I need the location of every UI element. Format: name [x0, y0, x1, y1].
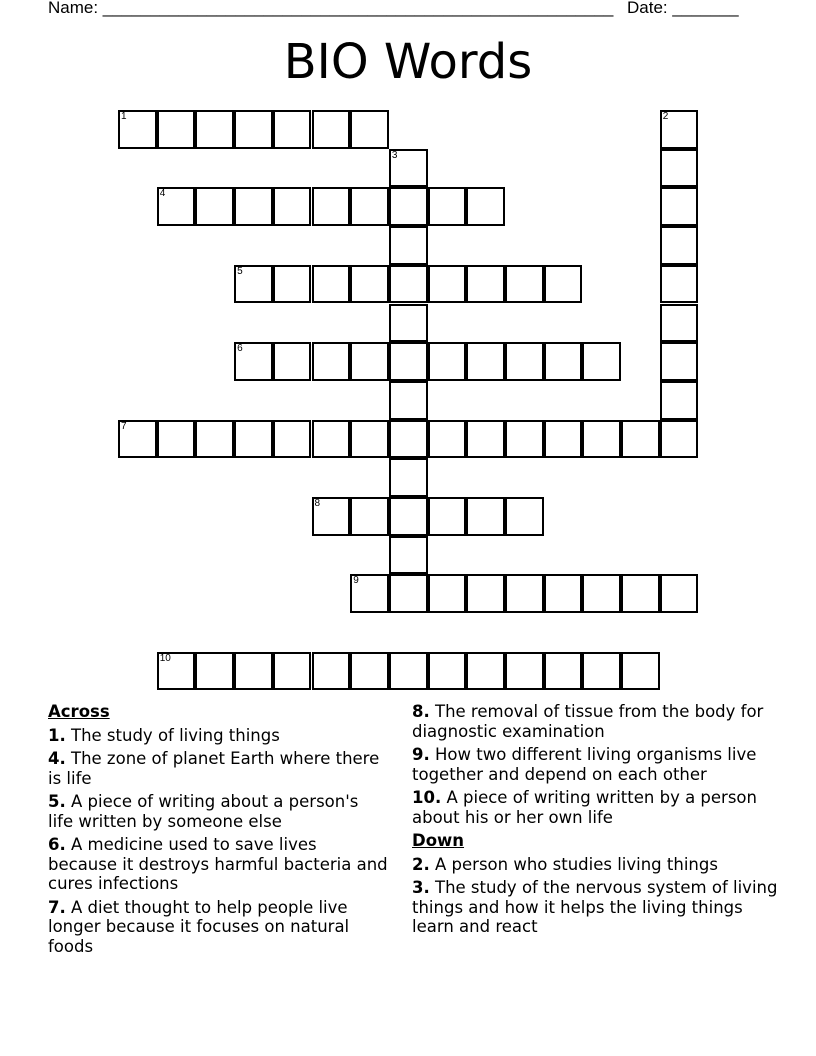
across-clue-4 — [48, 749, 388, 788]
grid-cell[interactable] — [660, 226, 699, 265]
grid-cell[interactable] — [389, 265, 428, 304]
grid-cell[interactable] — [621, 652, 660, 691]
grid-cell[interactable] — [505, 420, 544, 459]
cell-number: 8 — [314, 498, 321, 509]
grid-cell[interactable] — [621, 420, 660, 459]
clue-number: 6. — [48, 835, 66, 854]
clue-number: 3. — [412, 878, 430, 897]
cell-number: 3 — [391, 149, 398, 161]
grid-cell[interactable] — [660, 265, 699, 304]
across-clue-7 — [48, 898, 388, 957]
grid-cell[interactable] — [273, 265, 312, 304]
grid-cell[interactable] — [660, 342, 699, 381]
clue-number: 1. — [48, 725, 66, 745]
grid-cell[interactable] — [428, 574, 467, 613]
grid-cell[interactable] — [195, 652, 234, 691]
grid-cell[interactable] — [234, 420, 273, 459]
grid-cell[interactable] — [428, 342, 467, 381]
down-clue-2 — [412, 855, 782, 875]
across-clue-9 — [412, 745, 782, 784]
clue-number: 4. — [48, 749, 66, 768]
clues-right-column — [412, 702, 782, 941]
across-heading: Across — [48, 702, 110, 721]
clues-left-column — [48, 702, 388, 960]
grid-cell[interactable] — [660, 110, 699, 149]
grid-cell[interactable] — [350, 342, 389, 381]
clue-text: A medicine used to save lives because it destroys harmful bacteria and cures infections — [48, 835, 388, 893]
grid-cell[interactable] — [312, 652, 351, 691]
clue-number: 9. — [412, 745, 430, 764]
grid-cell[interactable] — [389, 149, 428, 188]
grid-cell[interactable] — [466, 652, 505, 691]
grid-cell[interactable] — [389, 381, 428, 420]
grid-cell[interactable] — [389, 342, 428, 381]
grid-cell[interactable] — [118, 420, 157, 459]
clue-text: The removal of tissue from the body for diagnostic examination — [412, 702, 764, 741]
grid-cell[interactable] — [466, 420, 505, 459]
grid-cell[interactable] — [195, 420, 234, 459]
grid-cell[interactable] — [505, 652, 544, 691]
clue-number: 7. — [48, 897, 66, 917]
grid-cell[interactable] — [428, 265, 467, 304]
grid-cell[interactable] — [389, 187, 428, 226]
clue-text: A piece of writing about a person's life written by someone else — [48, 792, 359, 831]
clue-number: 2. — [412, 854, 430, 874]
grid-cell[interactable] — [582, 652, 621, 691]
clue-text: A person who studies living things — [435, 854, 718, 874]
grid-cell[interactable] — [466, 497, 505, 536]
grid-cell[interactable] — [389, 497, 428, 536]
grid-cell[interactable] — [428, 652, 467, 691]
grid-cell[interactable] — [312, 187, 351, 226]
cell-number: 4 — [159, 188, 166, 200]
clue-text: The study of the nervous system of living things and how it helps the living things learn and react — [412, 878, 778, 936]
grid-cell[interactable] — [350, 574, 389, 613]
grid-cell[interactable] — [157, 652, 196, 691]
across-clue-5 — [48, 792, 388, 831]
page-title: BIO Words — [283, 34, 533, 90]
across-clue-1 — [48, 726, 388, 746]
cell-number: 1 — [121, 111, 127, 122]
grid-cell[interactable] — [157, 110, 196, 149]
grid-cell[interactable] — [505, 497, 544, 536]
grid-cell[interactable] — [273, 420, 312, 459]
grid-cell[interactable] — [350, 187, 389, 226]
clue-text: The zone of planet Earth where there is life — [48, 749, 380, 788]
grid-cell[interactable] — [350, 110, 389, 149]
grid-cell[interactable] — [389, 458, 428, 497]
grid-cell[interactable] — [195, 110, 234, 149]
grid-cell[interactable] — [312, 265, 351, 304]
clue-number: 10. — [412, 788, 442, 807]
cell-number: 6 — [237, 343, 243, 355]
grid-cell[interactable] — [428, 420, 467, 459]
grid-cell[interactable] — [195, 187, 234, 226]
grid-cell[interactable] — [234, 342, 273, 381]
clue-number: 5. — [48, 792, 66, 811]
grid-cell[interactable] — [660, 149, 699, 188]
grid-cell[interactable] — [234, 652, 273, 691]
grid-cell[interactable] — [428, 497, 467, 536]
grid-cell[interactable] — [466, 187, 505, 226]
grid-cell[interactable] — [466, 574, 505, 613]
grid-cell[interactable] — [389, 420, 428, 459]
clue-number: 8. — [412, 702, 430, 721]
grid-cell[interactable] — [350, 420, 389, 459]
cell-number: 2 — [662, 111, 669, 122]
grid-cell[interactable] — [544, 342, 583, 381]
cell-number: 7 — [121, 420, 127, 432]
grid-cell[interactable] — [389, 536, 428, 575]
grid-cell[interactable] — [660, 304, 699, 343]
grid-cell[interactable] — [350, 497, 389, 536]
grid-cell[interactable] — [350, 652, 389, 691]
grid-cell[interactable] — [157, 420, 196, 459]
grid-cell[interactable] — [582, 574, 621, 613]
grid-cell[interactable] — [582, 420, 621, 459]
grid-cell[interactable] — [389, 304, 428, 343]
grid-cell[interactable] — [466, 342, 505, 381]
cell-number: 9 — [353, 575, 359, 587]
grid-cell[interactable] — [660, 187, 699, 226]
grid-cell[interactable] — [118, 110, 157, 149]
clue-text: A piece of writing written by a person about his or her own life — [412, 788, 757, 827]
grid-cell[interactable] — [234, 110, 273, 149]
grid-cell[interactable] — [660, 381, 699, 420]
grid-cell[interactable] — [660, 574, 699, 613]
grid-cell[interactable] — [582, 342, 621, 381]
grid-cell[interactable] — [273, 652, 312, 691]
across-clue-6 — [48, 835, 388, 894]
grid-cell[interactable] — [234, 187, 273, 226]
grid-cell[interactable] — [544, 265, 583, 304]
across-clue-8 — [412, 702, 782, 741]
grid-cell[interactable] — [312, 420, 351, 459]
grid-cell[interactable] — [466, 265, 505, 304]
clue-text: How two different living organisms live together and depend on each other — [412, 745, 757, 784]
grid-cell[interactable] — [312, 110, 351, 149]
grid-cell[interactable] — [312, 342, 351, 381]
down-heading: Down — [412, 831, 465, 850]
grid-cell[interactable] — [273, 187, 312, 226]
clue-text: A diet thought to help people live longer because it focuses on natural foods — [48, 897, 350, 956]
grid-cell[interactable] — [273, 110, 312, 149]
down-clue-3 — [412, 878, 782, 937]
grid-cell[interactable] — [389, 226, 428, 265]
grid-cell[interactable] — [273, 342, 312, 381]
grid-cell[interactable] — [350, 265, 389, 304]
grid-cell[interactable] — [544, 652, 583, 691]
grid-cell[interactable] — [389, 652, 428, 691]
name-line: Name: ______________________________________________________ — [48, 0, 614, 17]
grid-cell[interactable] — [389, 574, 428, 613]
grid-cell[interactable] — [544, 420, 583, 459]
grid-cell[interactable] — [312, 497, 351, 536]
grid-cell[interactable] — [234, 265, 273, 304]
grid-cell[interactable] — [428, 187, 467, 226]
cell-number: 5 — [237, 265, 243, 277]
date-line: Date: _______ — [627, 0, 739, 17]
grid-cell[interactable] — [505, 342, 544, 381]
grid-cell[interactable] — [544, 574, 583, 613]
grid-cell[interactable] — [505, 574, 544, 613]
cell-number: 10 — [159, 652, 171, 664]
grid-cell[interactable] — [621, 574, 660, 613]
grid-cell[interactable] — [157, 187, 196, 226]
grid-cell[interactable] — [505, 265, 544, 304]
clue-text: The study of living things — [71, 725, 280, 745]
across-clue-10 — [412, 788, 782, 827]
grid-cell[interactable] — [660, 420, 699, 459]
